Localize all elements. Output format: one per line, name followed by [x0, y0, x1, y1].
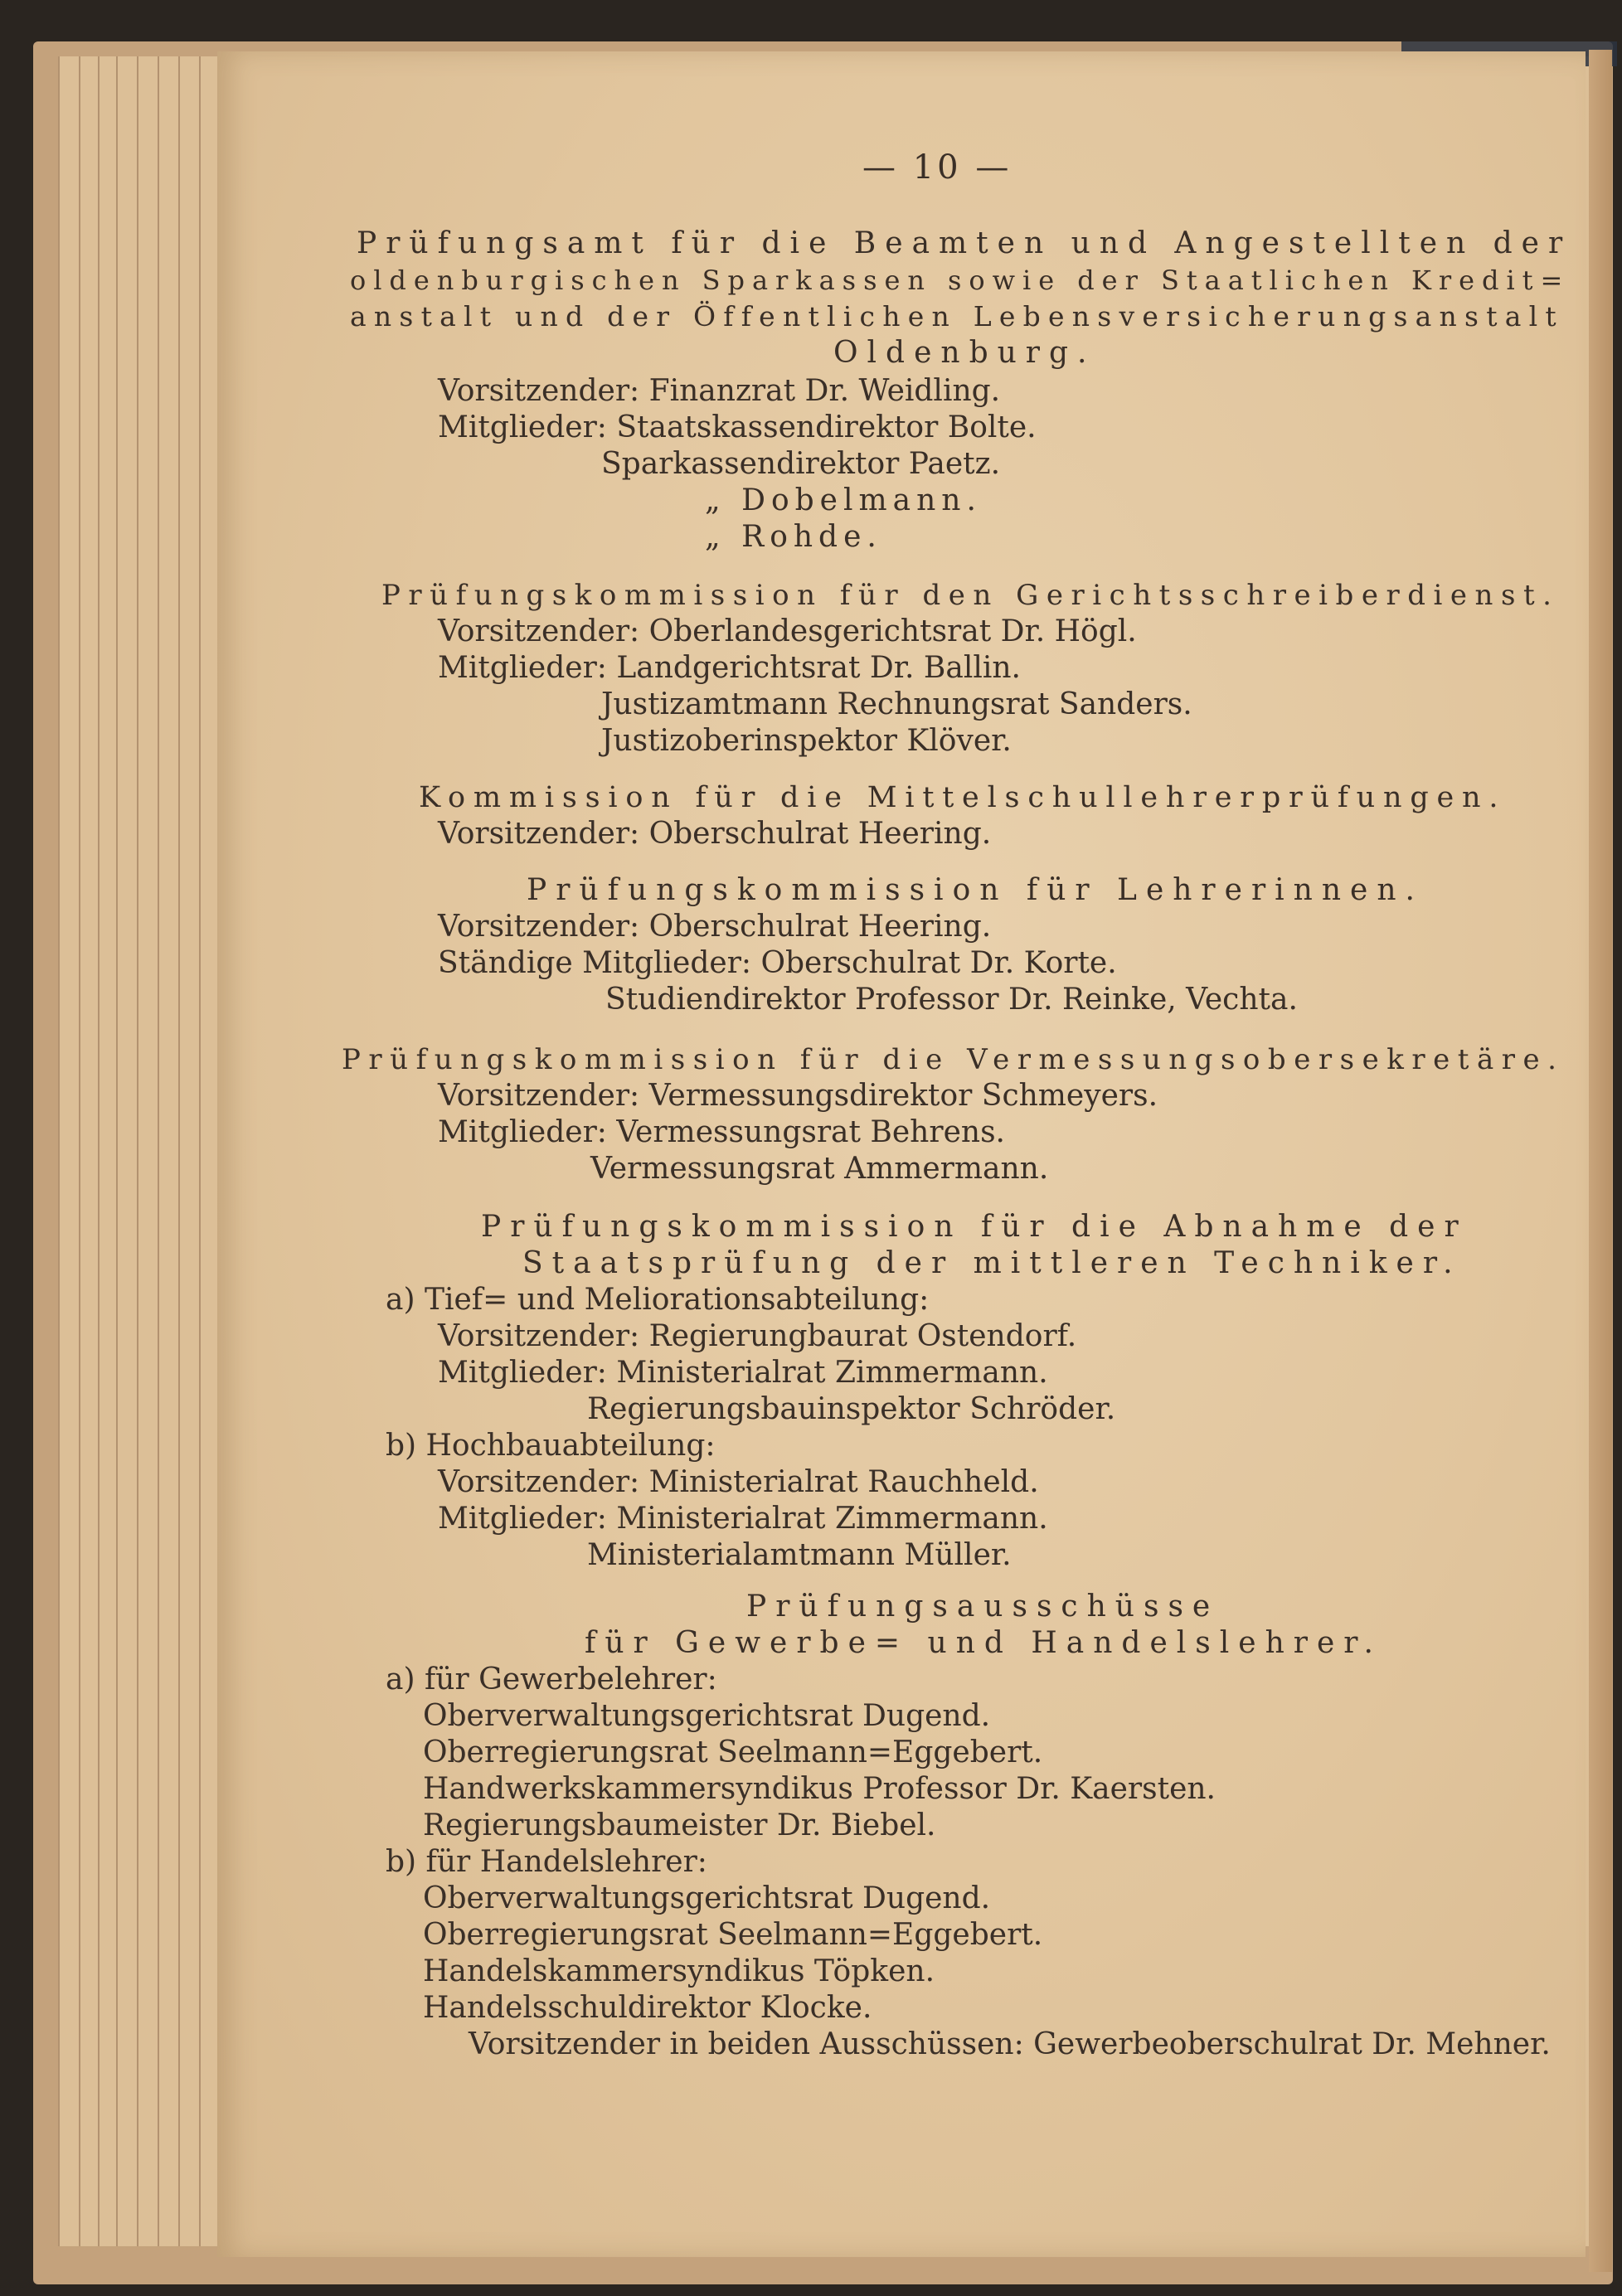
member-line: Justizoberinspektor Klöver. [601, 724, 1012, 758]
member-line: Mitglieder: Ministerialrat Zimmermann. [438, 1502, 1048, 1536]
member-line: Sparkassendirektor Paetz. [601, 447, 1001, 481]
member-line: Mitglieder: Staatskassendirektor Bolte. [438, 410, 1037, 444]
subsection-label: b) für Handelslehrer: [386, 1845, 707, 1879]
section-heading: Prüfungsamt für die Beamten und Angestellten der [357, 226, 1572, 260]
member-line: Vorsitzender: Regierungbaurat Ostendorf. [438, 1319, 1077, 1353]
member-line: Vorsitzender: Oberschulrat Heering. [438, 910, 992, 944]
section-heading: Prüfungsausschüsse [746, 1590, 1220, 1624]
section-heading: Prüfungskommission für Lehrerinnen. [527, 873, 1424, 907]
member-line: Justizamtmann Rechnungsrat Sanders. [601, 687, 1192, 721]
section-heading: Kommission für die Mittelschullehrerprüfungen. [419, 781, 1507, 814]
member-line: Ständige Mitglieder: Oberschulrat Dr. Korte. [438, 946, 1117, 980]
member-line: Oberregierungsrat Seelmann=Eggebert. [423, 1918, 1043, 1952]
member-line: Oberverwaltungsgerichtsrat Dugend. [423, 1881, 991, 1915]
member-line: Mitglieder: Vermessungsrat Behrens. [438, 1115, 1005, 1149]
subsection-label: b) Hochbauabteilung: [386, 1429, 716, 1463]
subsection-label: a) Tief= und Meliorationsabteilung: [386, 1283, 930, 1317]
member-line: Handelskammersyndikus Töpken. [423, 1954, 935, 1988]
member-line: Vorsitzender: Vermessungsdirektor Schmeyers. [438, 1079, 1158, 1113]
section-heading: Prüfungskommission für die Vermessungsobersekretäre. [342, 1043, 1565, 1076]
member-line: Vorsitzender: Oberlandesgerichtsrat Dr. Högl. [438, 614, 1137, 648]
member-line: Studiendirektor Professor Dr. Reinke, Vechta. [605, 983, 1298, 1017]
section-heading: anstalt und der Öffentlichen Lebensversicherungsanstalt [350, 300, 1564, 333]
section-heading: Prüfungskommission für die Abnahme der [481, 1210, 1468, 1244]
member-line: Oberverwaltungsgerichtsrat Dugend. [423, 1699, 991, 1733]
section-heading: Prüfungskommission für den Gerichtsschreiberdienst. [381, 579, 1560, 612]
page-number: — 10 — [862, 148, 1013, 187]
member-line: Vermessungsrat Ammermann. [590, 1152, 1049, 1186]
section-heading: oldenburgischen Sparkassen sowie der Staatlichen Kredit= [350, 265, 1571, 296]
member-line: Handwerkskammersyndikus Professor Dr. Kaersten. [423, 1772, 1216, 1806]
member-line: Ministerialamtmann Müller. [587, 1538, 1012, 1572]
member-line: „ Dobelmann. [705, 483, 982, 517]
member-line: Vorsitzender: Oberschulrat Heering. [438, 817, 992, 851]
member-line: Vorsitzender: Finanzrat Dr. Weidling. [438, 374, 1001, 408]
section-heading: für Gewerbe= und Handelslehrer. [585, 1626, 1382, 1660]
member-line: Oberregierungsrat Seelmann=Eggebert. [423, 1735, 1043, 1769]
member-line: Regierungsbauinspektor Schröder. [587, 1392, 1116, 1426]
member-line: Vorsitzender: Ministerialrat Rauchheld. [438, 1465, 1039, 1499]
page-right-edge [1589, 50, 1612, 2272]
member-line: Mitglieder: Landgerichtsrat Dr. Ballin. [438, 651, 1021, 685]
member-line: Mitglieder: Ministerialrat Zimmermann. [438, 1356, 1048, 1390]
member-line: „ Rohde. [705, 520, 882, 554]
member-line: Regierungsbaumeister Dr. Biebel. [423, 1808, 936, 1842]
section-heading: Staatsprüfung der mittleren Techniker. [522, 1246, 1462, 1280]
chair-note: Vorsitzender in beiden Ausschüssen: Gewerbeoberschulrat Dr. Mehner. [469, 2027, 1551, 2061]
section-heading: Oldenburg. [833, 336, 1096, 370]
member-line: Handelsschuldirektor Klocke. [423, 1991, 872, 2025]
subsection-label: a) für Gewerbelehrer: [386, 1663, 717, 1697]
